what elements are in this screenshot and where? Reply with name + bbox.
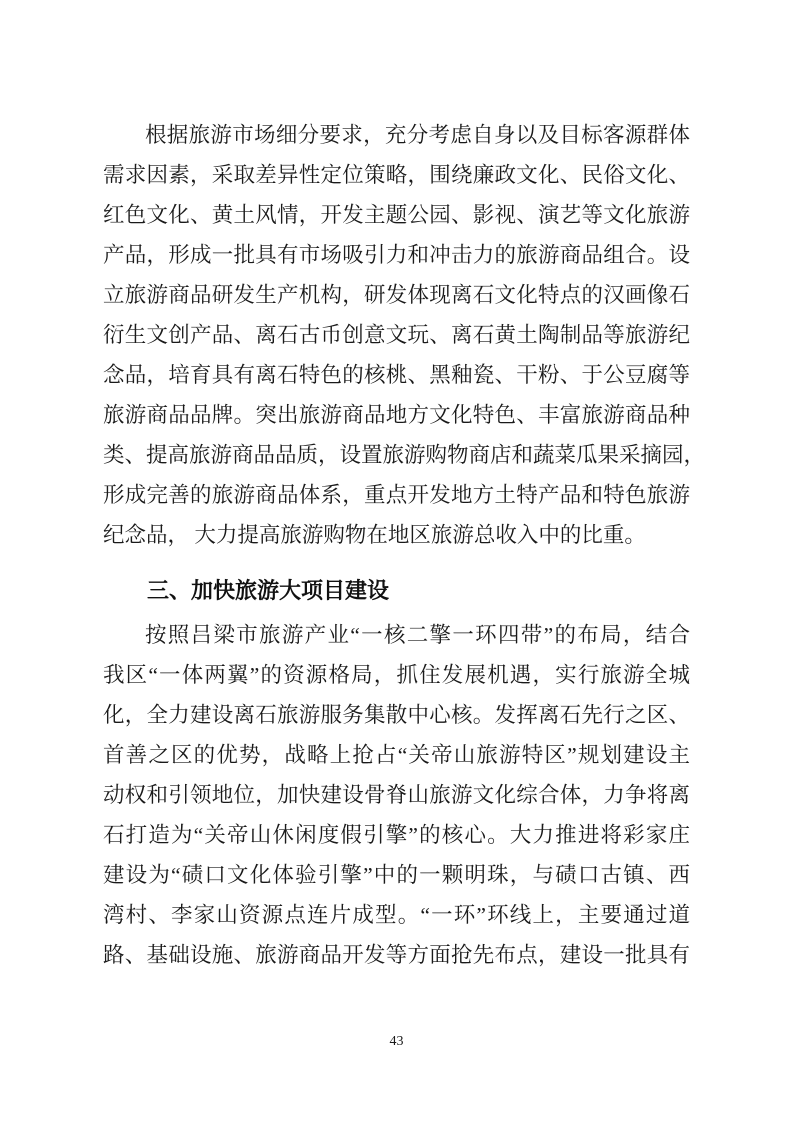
text-line: 湾村、李家山资源点连片成型。“一环”环线上，主要通过道 [103,903,690,927]
text-line: 我区“一体两翼”的资源格局，抓住发展机遇，实行旅游全城 [103,663,690,687]
text-line: 红色文化、黄土风情，开发主题公园、影视、演艺等文化旅游 [103,203,690,227]
text-line: 类、提高旅游商品品质，设置旅游购物商店和蔬菜瓜果采摘园， [103,443,706,467]
text-line: 动权和引领地位，加快建设骨脊山旅游文化综合体，力争将离 [103,783,690,807]
paragraph-tourism-products [103,115,706,555]
text-line: 形成完善的旅游商品体系，重点开发地方土特产品和特色旅游 [103,483,690,507]
text-line: 路、基础设施、旅游商品开发等方面抢先布点，建设一批具有 [103,943,690,967]
text-line: 首善之区的优势，战略上抢占“关帝山旅游特区”规划建设主 [103,743,690,767]
text-line: 需求因素，采取差异性定位策略，围绕廉政文化、民俗文化、 [103,163,690,187]
text-line: 化，全力建设离石旅游服务集散中心核。发挥离石先行之区、 [103,703,690,727]
text-line: 旅游商品品牌。突出旅游商品地方文化特色、丰富旅游商品种 [103,403,690,427]
text-line: 纪念品， 大力提高旅游购物在地区旅游总收入中的比重。 [103,523,646,547]
text-line: 产品，形成一批具有市场吸引力和冲击力的旅游商品组合。设 [103,243,690,267]
paragraph-project-construction [103,615,690,975]
page-number: 43 [389,1034,404,1049]
text-line: 衍生文创产品、离石古币创意文玩、离石黄土陶制品等旅游纪 [103,323,690,347]
text-line: 按照吕梁市旅游产业“一核二擎一环四带”的布局，结合 [145,623,690,647]
text-line: 石打造为“关帝山休闲度假引擎”的核心。大力推进将彩家庄 [103,823,690,847]
section-heading: 三、加快旅游大项目建设 [147,578,390,603]
text-line: 建设为“碛口文化体验引擎”中的一颗明珠，与碛口古镇、西 [103,863,690,887]
text-line: 根据旅游市场细分要求，充分考虑自身以及目标客源群体 [145,123,690,147]
text-line: 立旅游商品研发生产机构，研发体现离石文化特点的汉画像石 [103,283,690,307]
page-content [103,115,706,975]
text-line: 念品，培育具有离石特色的核桃、黑釉瓷、干粉、于公豆腐等 [103,363,690,387]
